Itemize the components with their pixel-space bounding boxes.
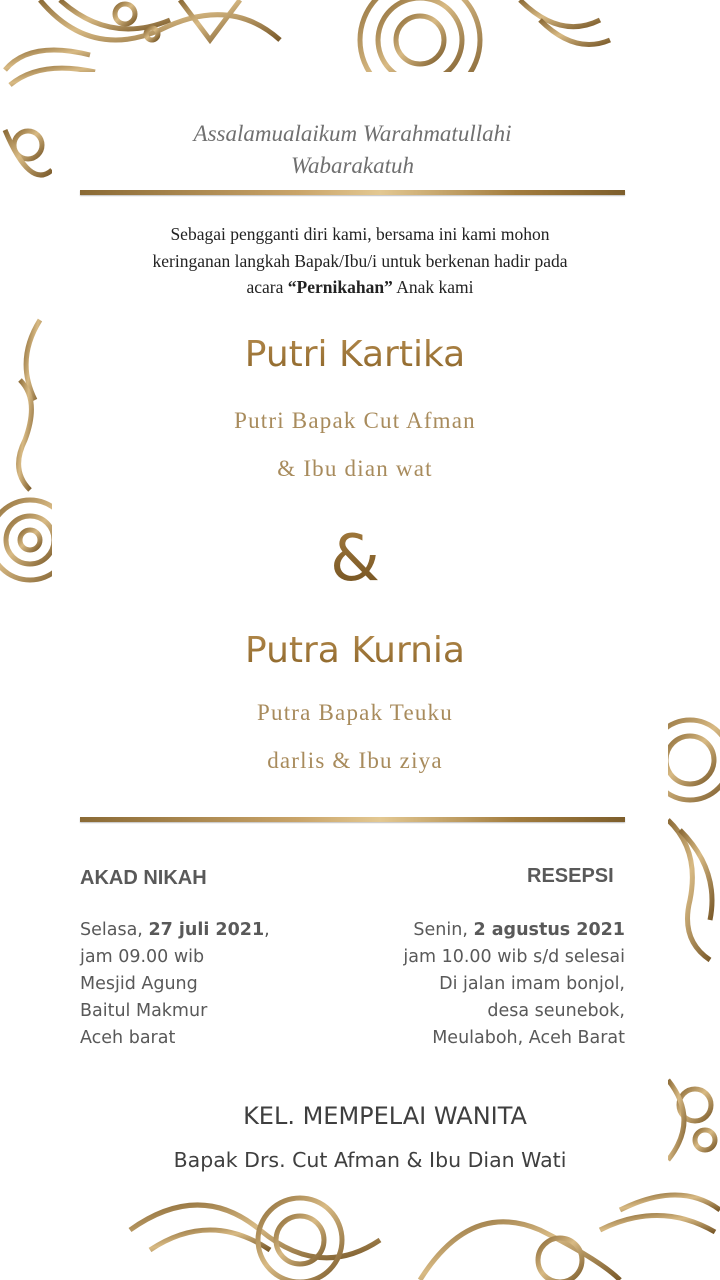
akad-venue-3: Aceh barat [80,1028,176,1048]
greeting-line-1: Assalamualaikum Warahmatullahi [193,121,512,146]
resepsi-title: RESEPSI [527,865,614,887]
resepsi-venue-3: Meulaboh, Aceh Barat [432,1028,625,1048]
akad-date-suffix: , [264,920,270,940]
akad-date-line [80,917,270,944]
intro-text [104,221,616,301]
groom-parents-line-2: darlis & Ibu ziya [267,748,443,773]
akad-date: 27 juli 2021 [148,920,265,940]
greeting-line-2: Wabarakatuh [290,153,415,178]
akad-day: Selasa, [80,920,149,940]
intro-line-2: keringanan langkah Bapak/Ibu/i untuk berkenan hadir pada [152,250,568,271]
bride-parents-line-2: & Ibu dian wat [277,456,433,481]
akad-time: jam 09.00 wib [80,947,205,967]
groom-parents-line-1: Putra Bapak Teuku [257,700,453,725]
bride-name: Putri Kartika [60,334,650,375]
event-name: “Pernikahan” [287,277,393,297]
akad-venue-1: Mesjid Agung [80,974,198,994]
intro-line-3-suffix: Anak kami [392,277,474,297]
resepsi-venue-2: desa seunebok, [487,1001,625,1021]
ampersand: & [300,522,410,596]
intro-line-1: Sebagai pengganti diri kami, bersama ini kami mohon [170,224,550,244]
resepsi-venue-1: Di jalan imam bonjol, [439,974,625,994]
akad-details [80,917,270,1052]
family-names: Bapak Drs. Cut Afman & Ibu Dian Wati [173,1148,567,1172]
akad-venue-2: Baitul Makmur [80,1001,208,1021]
family-title: KEL. MEMPELAI WANITA [243,1102,527,1130]
resepsi-date-line [380,917,625,944]
bride-parents-line-1: Putri Bapak Cut Afman [234,408,476,433]
resepsi-day: Senin, [413,920,474,940]
groom-name: Putra Kurnia [60,630,650,671]
resepsi-time: jam 10.00 wib s/d selesai [403,947,625,967]
divider-bottom [80,817,625,822]
divider-top [80,190,625,195]
greeting [80,118,625,182]
akad-title: AKAD NIKAH [80,867,207,889]
resepsi-details [380,917,625,1052]
intro-line-3-prefix: acara [246,277,288,297]
resepsi-date: 2 agustus 2021 [473,920,625,940]
intro-line-3 [104,274,616,301]
